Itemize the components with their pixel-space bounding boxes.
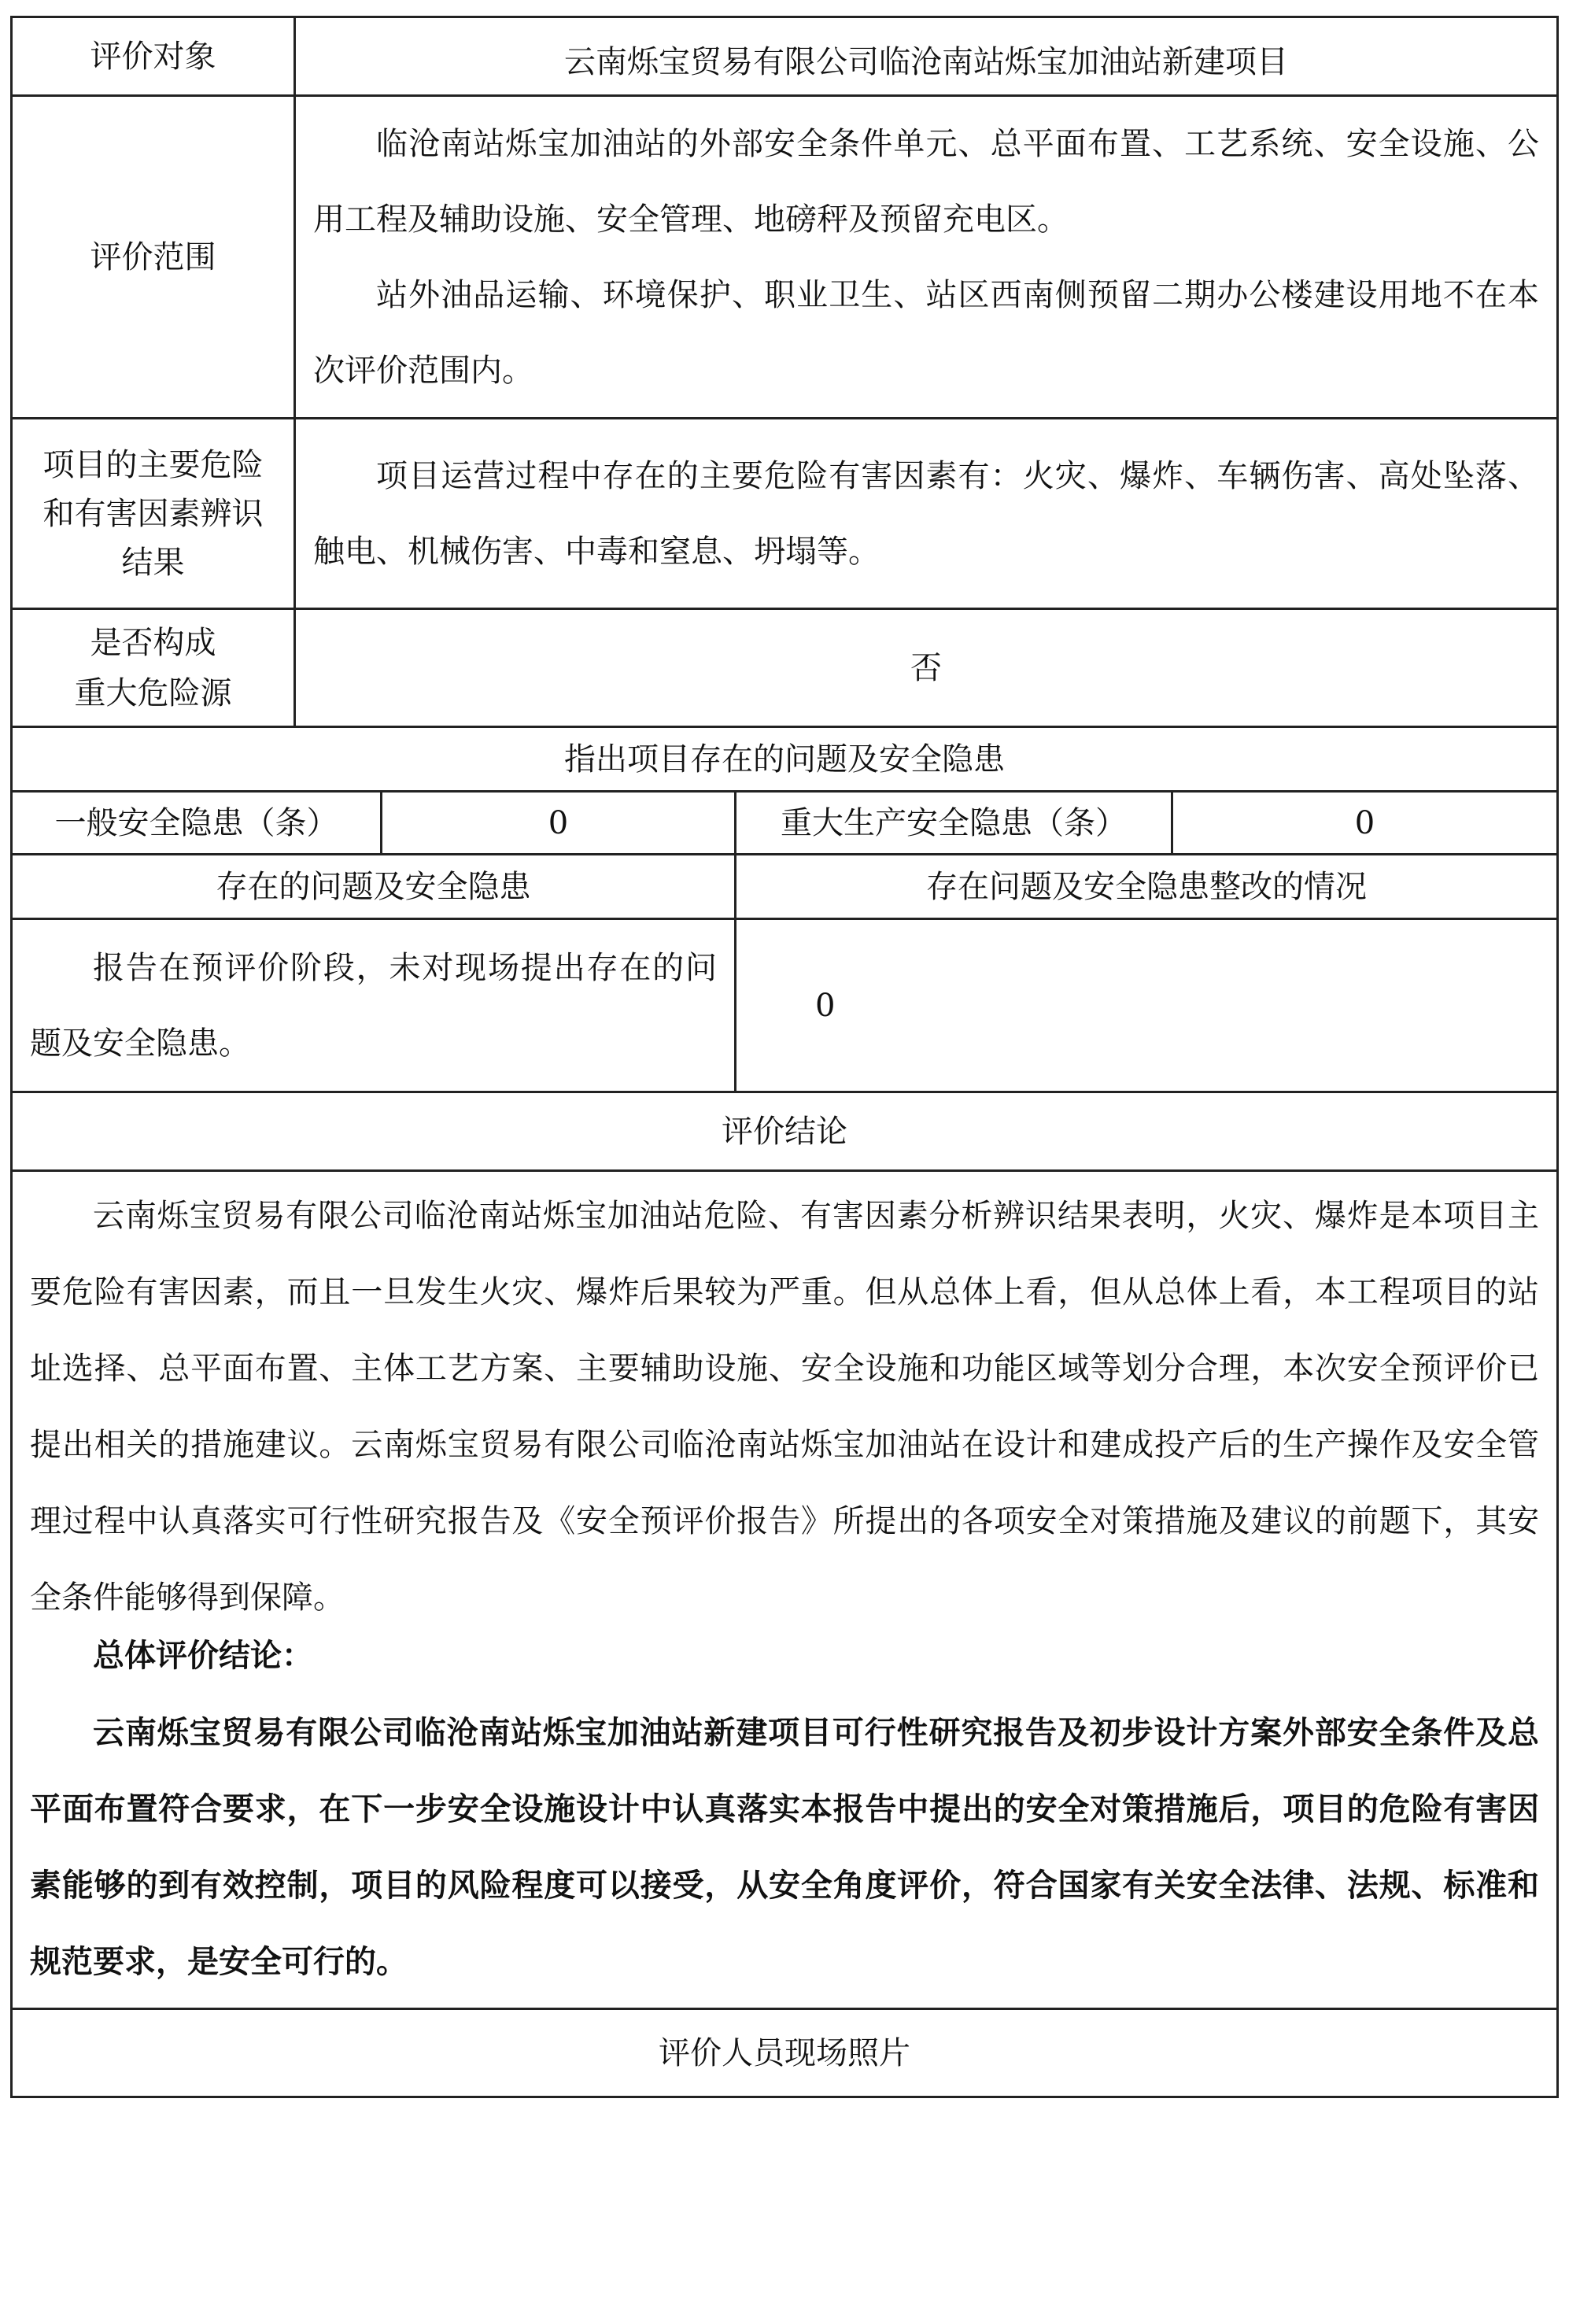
hazards-cell xyxy=(295,419,1558,609)
general-hazard-value: 0 xyxy=(382,792,736,855)
major-source-value: 否 xyxy=(295,609,1558,727)
counts-row xyxy=(12,792,1558,855)
scope-paragraph-2: 站外油品运输、环境保护、职业卫生、站区西南侧预留二期办公楼建设用地不在本次评价范围内。 xyxy=(313,276,1539,389)
major-source-label xyxy=(12,609,295,727)
hazards-label xyxy=(12,419,295,609)
object-value: 云南烁宝贸易有限公司临沧南站烁宝加油站新建项目 xyxy=(295,17,1558,96)
hazards-label-line-1: 项目的主要危险 xyxy=(42,446,264,483)
issues-body-right: 0 xyxy=(736,919,1558,1092)
scope-cell xyxy=(295,96,1558,419)
hazards-row xyxy=(12,419,1558,609)
issues-col-right-header: 存在问题及安全隐患整改的情况 xyxy=(736,855,1558,919)
issues-header-row xyxy=(12,727,1558,792)
major-hazard-label: 重大生产安全隐患（条） xyxy=(736,792,1172,855)
hazards-label-line-2: 和有害因素辨识 xyxy=(42,495,264,532)
photos-header: 评价人员现场照片 xyxy=(12,2009,1558,2097)
overall-conclusion-text: 云南烁宝贸易有限公司临沧南站烁宝加油站新建项目可行性研究报告及初步设计方案外部安全条件及总平面布置符合要求，在下一步安全设施设计中认真落实本报告中提出的安全对策措施后，项目的危险有害因素能够的到有效控制，项目的风险程度可以接受，从安全角度评价，符合国家有关安全法律、法规、标准和规范要求，是安全可行的。 xyxy=(30,1714,1539,1980)
conclusion-header: 评价结论 xyxy=(12,1092,1558,1171)
scope-label: 评价范围 xyxy=(12,96,295,419)
hazards-value: 项目运营过程中存在的主要危险有害因素有：火灾、爆炸、车辆伤害、高处坠落、触电、机械伤害、中毒和窒息、坍塌等。 xyxy=(313,457,1539,570)
issues-body-row xyxy=(12,919,1558,1092)
conclusion-paragraph: 云南烁宝贸易有限公司临沧南站烁宝加油站危险、有害因素分析辨识结果表明，火灾、爆炸是本项目主要危险有害因素，而且一旦发生火灾、爆炸后果较为严重。但从总体上看，但从总体上看，本工程项目的站址选择、总平面布置、主体工艺方案、主要辅助设施、安全设施和功能区域等划分合理，本次安全预评价已提出相关的措施建议。云南烁宝贸易有限公司临沧南站烁宝加油站在设计和建成投产后的生产操作及安全管理过程中认真落实可行性研究报告及《安全预评价报告》所提出的各项安全对策措施及建议的前题下，其安全条件能够得到保障。 xyxy=(30,1198,1539,1616)
evaluation-table xyxy=(10,16,1559,2098)
issues-header: 指出项目存在的问题及安全隐患 xyxy=(12,727,1558,792)
scope-row xyxy=(12,96,1558,419)
hazards-label-line-3: 结果 xyxy=(121,544,185,581)
issues-body-left-text: 报告在预评价阶段，未对现场提出存在的问题及安全隐患。 xyxy=(30,949,717,1062)
general-hazard-label: 一般安全隐患（条） xyxy=(12,792,382,855)
overall-conclusion-title: 总体评价结论： xyxy=(93,1637,313,1674)
object-label: 评价对象 xyxy=(12,17,295,96)
major-hazard-value: 0 xyxy=(1172,792,1558,855)
object-row xyxy=(12,17,1558,96)
issues-col-left-header: 存在的问题及安全隐患 xyxy=(12,855,736,919)
conclusion-header-row xyxy=(12,1092,1558,1171)
issues-body-left xyxy=(12,919,736,1092)
conclusion-cell xyxy=(12,1171,1558,2009)
major-source-row xyxy=(12,609,1558,727)
photos-header-row xyxy=(12,2009,1558,2097)
evaluation-summary-page xyxy=(10,16,1556,2098)
conclusion-body-row xyxy=(12,1171,1558,2009)
major-source-label-line-1: 是否构成 xyxy=(90,624,216,661)
major-source-label-line-2: 重大危险源 xyxy=(74,674,232,711)
scope-paragraph-1: 临沧南站烁宝加油站的外部安全条件单元、总平面布置、工艺系统、安全设施、公用工程及辅助设施、安全管理、地磅秤及预留充电区。 xyxy=(313,125,1539,238)
issues-columns-row xyxy=(12,855,1558,919)
